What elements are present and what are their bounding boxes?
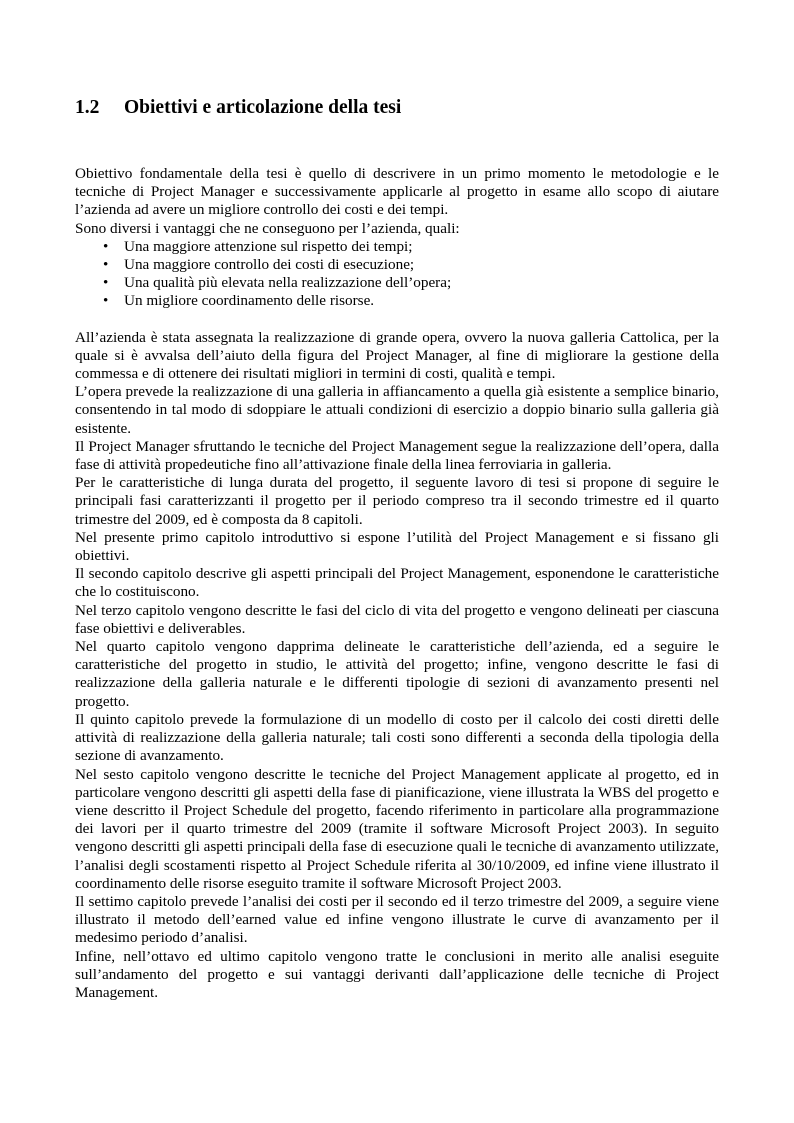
list-item-text: Una maggiore attenzione sul rispetto dei tempi; [124,237,413,255]
bullet-icon: • [103,292,109,310]
paragraph: Il quinto capitolo prevede la formulazione di un modello di costo per il calcolo dei costi diretti delle attività di realizzazione della galleria naturale; tali costi sono differenti a seconda della tipologia della sezione di avanzamento. [75,710,719,765]
section-title: Obiettivi e articolazione della tesi [124,97,402,118]
list-item [75,256,719,274]
paragraph: Nel presente primo capitolo introduttivo si espone l’utilità del Project Management e si fissano gli obiettivi. [75,528,719,565]
section-heading [75,96,719,120]
intro-paragraph: Obiettivo fondamentale della tesi è quello di descrivere in un primo momento le metodologie e le tecniche di Project Manager e successivamente applicarle al progetto in esame allo scopo di aiutare l’azienda ad avere un migliore controllo dei costi e dei tempi. [75,165,719,219]
paragraph: L’opera prevede la realizzazione di una galleria in affiancamento a quella già esistente a semplice binario, consentendo in tal modo di sdoppiare le attuali condizioni di esercizio a doppio binario sulla galleria già esistente. [75,383,719,437]
body-text [75,165,719,1002]
list-item [75,292,719,310]
list-item-text: Una maggiore controllo dei costi di esecuzione; [124,256,415,274]
paragraph: Infine, nell’ottavo ed ultimo capitolo vengono tratte le conclusioni in merito alle analisi eseguite sull’andamento del progetto e sui vantaggi derivanti dall’applicazione delle tecniche di Project Management. [75,947,719,1001]
paragraph: Il Project Manager sfruttando le tecniche del Project Management segue la realizzazione dell’opera, dalla fase di attività propedeutiche fino all’attivazione finale della linea ferroviaria in galleria. [75,437,719,474]
paragraph: Il settimo capitolo prevede l’analisi dei costi per il secondo ed il terzo trimestre del 2009, a seguire viene illustrato il metodo dell’earned value ed infine vengono illustrate le curve di avanzamento per il medesimo periodo d’analisi. [75,892,719,947]
list-item [75,238,719,256]
document-page [75,96,719,1002]
bullet-icon: • [103,237,109,255]
intro-lead-in: Sono diversi i vantaggi che ne conseguono per l’azienda, quali: [75,219,460,237]
paragraph-spacer [75,311,719,329]
paragraph: Per le caratteristiche di lunga durata del progetto, il seguente lavoro di tesi si propone di seguire le principali fasi caratterizzanti il progetto per il periodo compreso tra il secondo trimestre ed il quarto trimestre del 2009, ed è composta da 8 capitoli. [75,474,719,528]
paragraph: Il secondo capitolo descrive gli aspetti principali del Project Management, esponendone le caratteristiche che lo costituiscono. [75,565,719,601]
list-item-text: Un migliore coordinamento delle risorse. [124,292,375,310]
list-item [75,274,719,292]
advantages-list [75,238,719,311]
bullet-icon: • [103,256,109,274]
list-item-text: Una qualità più elevata nella realizzazione dell’opera; [124,274,452,292]
paragraph: Nel quarto capitolo vengono dapprima delineate le caratteristiche dell’azienda, ed a seguire le caratteristiche del progetto in studio, le attività del progetto; infine, vengono descritte le fasi di realizzazione della galleria naturale e le differenti tipologie di sezioni di avanzamento presenti nel progetto. [75,638,719,710]
paragraph: Nel terzo capitolo vengono descritte le fasi del ciclo di vita del progetto e vengono delineati per ciascuna fase obiettivi e deliverables. [75,601,719,637]
paragraph: Nel sesto capitolo vengono descritte le tecniche del Project Management applicate al progetto, ed in particolare vengono descritti gli aspetti della fase di pianificazione, viene illustrata la WBS del progetto e viene descritto il Project Schedule del progetto, facendo riferimento in particolare alla programmazione dei lavori per il quarto trimestre del 2009 (tramite il software Microsoft Project 2003). In seguito vengono descritti gli aspetti principali della fase di esecuzione quali le tecniche di avanzamento utilizzate, l’analisi degli scostamenti rispetto al Project Schedule riferita al 30/10/2009, ed infine viene illustrato il coordinamento delle risorse eseguito tramite il software Microsoft Project 2003. [75,765,719,892]
paragraph: All’azienda è stata assegnata la realizzazione di grande opera, ovvero la nuova galleria Cattolica, per la quale si è avvalsa dell’aiuto della figura del Project Manager, al fine di migliorare la gestione della commessa e di ottenere dei risultati migliori in termini di costi, qualità e tempi. [75,328,719,383]
bullet-icon: • [103,274,109,292]
section-number: 1.2 [75,97,100,118]
